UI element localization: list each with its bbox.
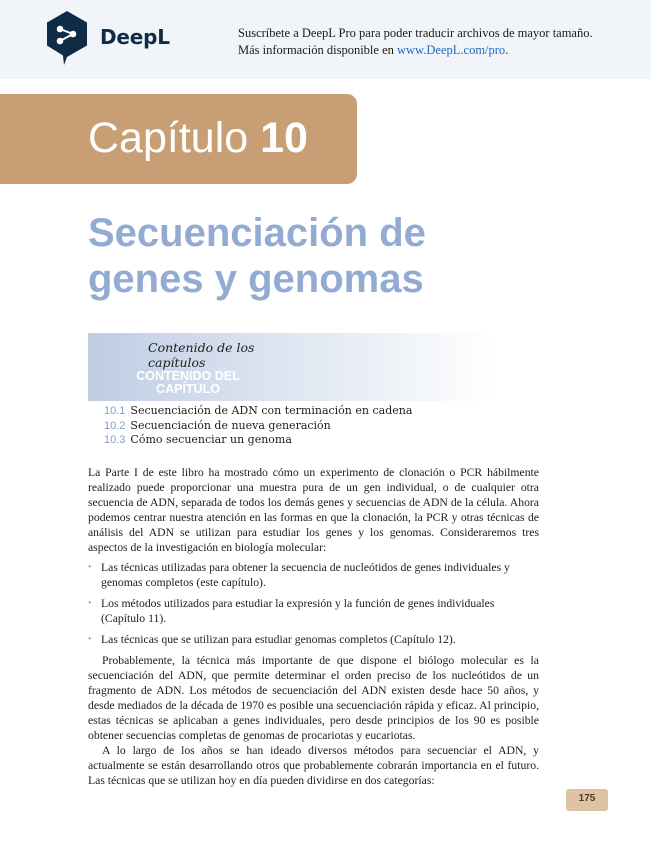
toc-item-label: Secuenciación de nueva generación — [130, 418, 331, 432]
chapter-title-line-2: genes y genomas — [88, 257, 424, 301]
intro-paragraph: La Parte I de este libro ha mostrado cómo un experimento de clonación o PCR hábilmente realizado puede proporcionar una muestra pura de un gen individual, o de cualquier otra secuencia de ADN, separada de todos los demás genes y secuencias de ADN de la célula. Ahora podemos centrar nuestra atención en las formas en que la clonación, la PCR y otras técnicas de análisis del ADN se utilizan para estudiar los genes y los genomas. Consideraremos tres aspectos de la investigación en biología molecular: — [88, 466, 539, 554]
chapter-label: Capítulo — [88, 114, 249, 162]
body-text — [88, 465, 539, 788]
deepl-logo-icon[interactable] — [44, 9, 90, 67]
topic-list-item: • Los métodos utilizados para estudiar la expresión y la función de genes individuales (Capítulo 11). — [88, 596, 539, 626]
paragraph-3: A lo largo de los años se han ideado diversos métodos para secuenciar el ADN, y actualmente se están desarrollando otros que probablemente cobrarán importancia en el futuro. Las técnicas que se utilizan hoy en día pueden dividirse en dos categorías: — [88, 744, 539, 787]
chapter-number: 10 — [260, 114, 308, 162]
deepl-logo-text[interactable]: DeepL — [100, 25, 170, 49]
promo-line-2-prefix: Más información disponible en — [238, 43, 397, 57]
topic-list-item: • Las técnicas que se utilizan para estudiar genomas completos (Capítulo 12). — [88, 632, 539, 647]
paragraph-2: Probablemente, la técnica más importante de que dispone el biólogo molecular es la secuenciación del ADN, que permite determinar el orden preciso de los nucleótidos de un fragmento de ADN. Los métodos de secuenciación del ADN existen desde hace 50 años, y desde mediados de la década de 1970 es posible una secuenciación rápida y eficaz. Al principio, estas técnicas se aplicaban a genes individuales, pero desde principios de los 90 es posible obtener secuencias completas de genomas de procariotas y eucariotas. — [88, 654, 539, 742]
topic-list — [88, 560, 539, 647]
promo-line-1: Suscríbete a DeepL Pro para poder traducir archivos de mayor tamaño. — [238, 26, 593, 40]
toc-item-number: 10.2 — [104, 419, 126, 432]
toc-item-label: Cómo secuenciar un genoma — [130, 433, 292, 446]
topic-list-item: • Las técnicas utilizadas para obtener la secuencia de nucleótidos de genes individuales y genomas completos (este capítulo). — [88, 560, 539, 590]
promo-line-2-suffix: . — [505, 43, 509, 57]
contents-italic-heading: Contenido de los capítulos — [148, 340, 255, 370]
chapter-title-line-1: Secuenciación de — [88, 211, 426, 255]
toc-item[interactable] — [104, 433, 412, 448]
contents-caps-heading: CONTENIDO DEL CAPÍTULO — [136, 369, 240, 396]
deepl-pro-link[interactable]: www.DeepL.com/pro — [397, 43, 506, 57]
toc-item-number: 10.3 — [104, 434, 126, 446]
table-of-contents — [104, 404, 412, 448]
toc-item-number: 10.1 — [104, 405, 126, 417]
toc-item[interactable] — [104, 404, 412, 419]
toc-item-label: Secuenciación de ADN con terminación en cadena — [130, 404, 413, 417]
chapter-title — [88, 210, 608, 302]
page-number: 175 — [578, 793, 596, 804]
toc-item[interactable] — [104, 419, 412, 434]
pro-promo-text — [238, 25, 638, 59]
chapter-heading — [88, 114, 308, 163]
promo-line-2 — [238, 42, 638, 59]
